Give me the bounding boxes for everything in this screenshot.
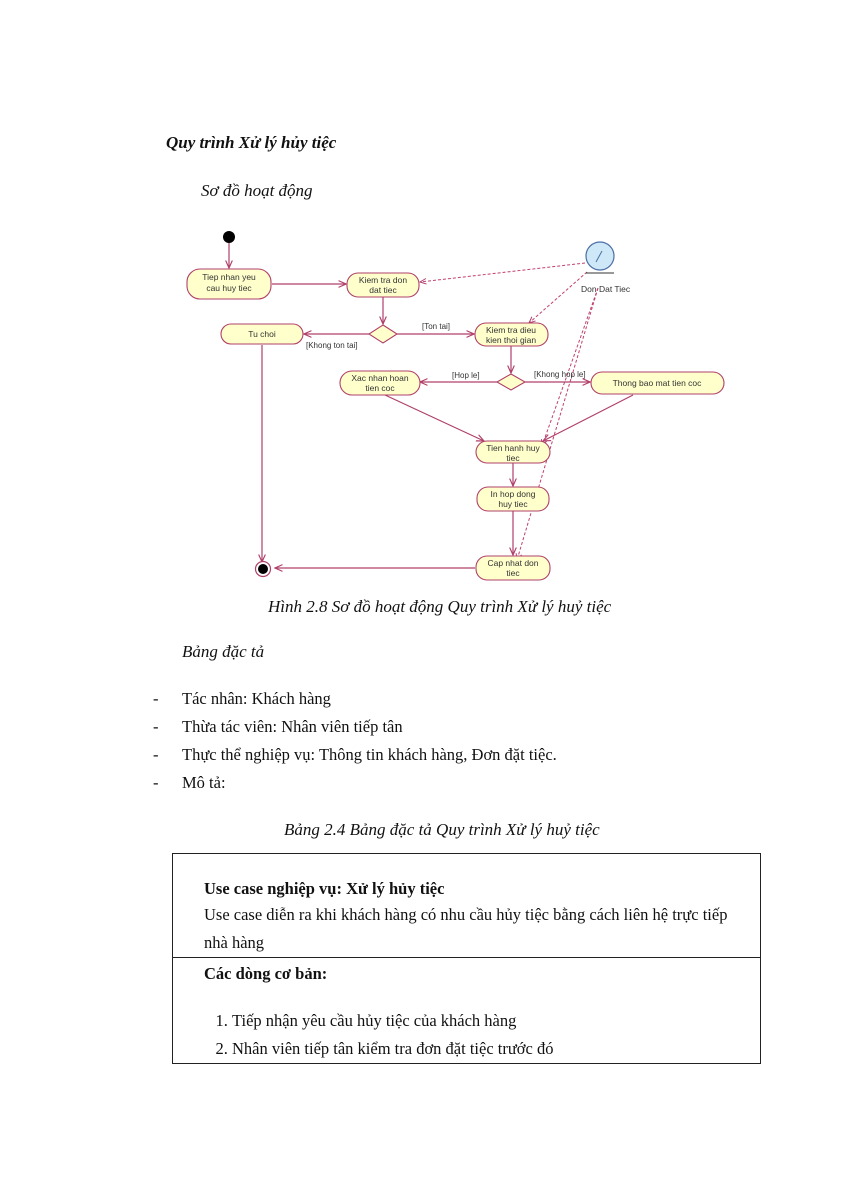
svg-text:dat tiec: dat tiec xyxy=(369,285,397,295)
table-row xyxy=(173,854,761,958)
spec-table xyxy=(172,853,761,1064)
basic-flow-steps xyxy=(204,1007,760,1063)
svg-text:Tien hanh huy: Tien hanh huy xyxy=(486,443,540,453)
svg-text:cau huy tiec: cau huy tiec xyxy=(206,283,252,293)
svg-text:kien thoi gian: kien thoi gian xyxy=(485,335,537,345)
list-item: 2. Nhân viên tiếp tân kiểm tra đơn đặt tiệc trước đó xyxy=(232,1035,760,1063)
figure-caption: Hình 2.8 Sơ đồ hoạt động Quy trình Xử lý huỷ tiệc xyxy=(268,597,612,616)
svg-text:Don Dat Tiec: Don Dat Tiec xyxy=(581,284,631,294)
guard-hop-le: [Hop le] xyxy=(452,371,480,380)
node-tien-hanh xyxy=(476,441,550,463)
table-row xyxy=(173,958,761,1064)
usecase-description: Use case diễn ra khi khách hàng có nhu cầu hủy tiệc bằng cách liên hệ trực tiếp nhà hàng xyxy=(204,905,728,952)
svg-text:Xac nhan hoan: Xac nhan hoan xyxy=(351,373,409,383)
node-tiep-nhan xyxy=(187,269,271,299)
svg-text:In hop dong: In hop dong xyxy=(490,489,536,499)
node-thong-bao xyxy=(591,372,724,394)
svg-text:Kiem tra dieu: Kiem tra dieu xyxy=(485,325,537,335)
initial-node xyxy=(223,231,235,243)
svg-text:tiec: tiec xyxy=(506,453,520,463)
basic-flow-title: Các dòng cơ bản: xyxy=(204,964,328,983)
section-title: Quy trình Xử lý hủy tiệc xyxy=(166,133,337,152)
decision-hop-le xyxy=(497,374,525,390)
decision-ton-tai xyxy=(369,325,397,343)
usecase-title: Use case nghiệp vụ: Xử lý hủy tiệc xyxy=(204,879,445,898)
basic-flow-cell xyxy=(173,958,761,1064)
diagram-heading: Sơ đồ hoạt động xyxy=(201,181,313,200)
svg-text:tiec: tiec xyxy=(506,568,520,578)
guard-khong-hop-le: [Khong hop le] xyxy=(534,370,586,379)
object-flows xyxy=(420,263,598,560)
node-kiem-tra-dieu-kien xyxy=(475,323,548,346)
svg-text:Cap nhat don: Cap nhat don xyxy=(487,558,539,568)
entity-don-dat-tiec xyxy=(581,242,631,294)
control-flows xyxy=(229,243,633,568)
list-item: 1. Tiếp nhận yêu cầu hủy tiệc của khách hàng xyxy=(232,1007,760,1035)
node-xac-nhan xyxy=(340,371,420,395)
svg-text:Tiep nhan yeu: Tiep nhan yeu xyxy=(202,272,256,282)
svg-text:Thong bao mat tien coc: Thong bao mat tien coc xyxy=(612,378,702,388)
final-node xyxy=(256,562,271,577)
svg-text:Tu choi: Tu choi xyxy=(248,329,276,339)
node-tu-choi xyxy=(221,324,303,344)
svg-text:huy tiec: huy tiec xyxy=(498,499,528,509)
svg-text:Kiem tra don: Kiem tra don xyxy=(358,275,408,285)
guard-khong-ton-tai: [Khong ton tai] xyxy=(306,341,358,350)
spec-heading: Bảng đặc tả xyxy=(182,642,265,661)
svg-text:tien coc: tien coc xyxy=(365,383,395,393)
node-in-hop-dong xyxy=(477,487,549,511)
node-kiem-tra-don xyxy=(347,273,419,297)
node-cap-nhat xyxy=(476,556,550,580)
guard-ton-tai: [Ton tai] xyxy=(422,322,451,331)
usecase-cell xyxy=(173,854,761,958)
table-caption: Bảng 2.4 Bảng đặc tả Quy trình Xử lý huỷ tiệc xyxy=(284,820,600,839)
